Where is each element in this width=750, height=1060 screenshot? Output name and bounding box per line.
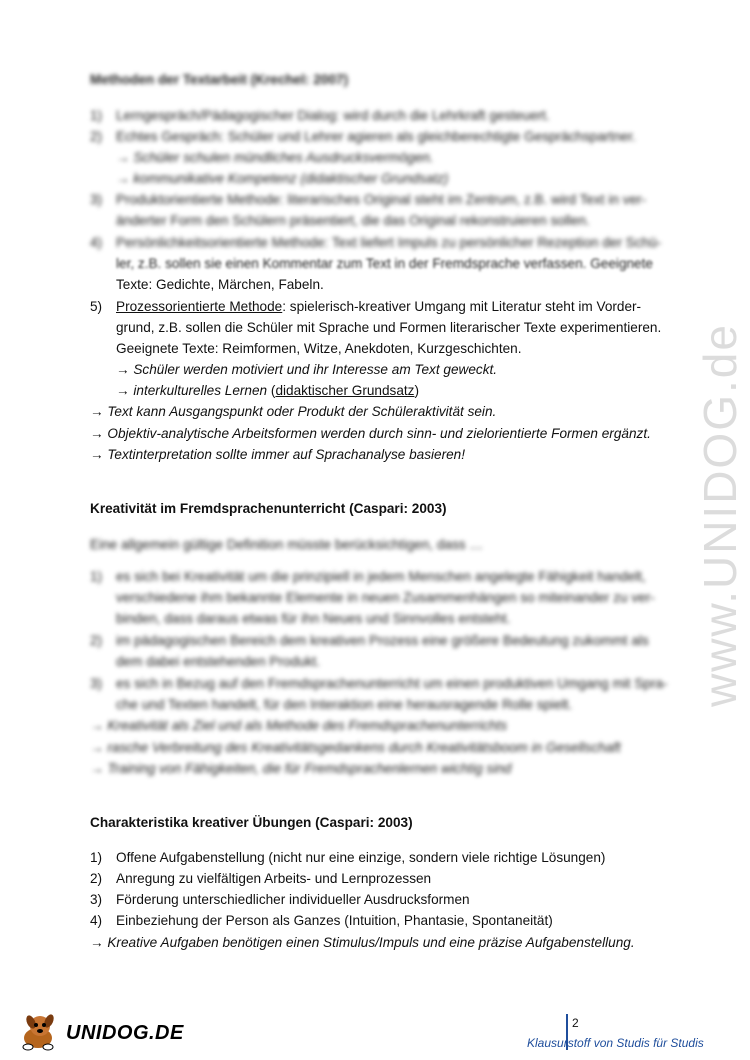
didaktischer-grundsatz-term: didaktischer Grundsatz	[275, 383, 415, 398]
list-item-text: änderter Form den Schülern präsentiert, die das Original rekonstruieren sollen.	[116, 213, 590, 228]
list-subitem-text: → kommunikative Kompetenz (didaktischer Grundsatz)	[116, 171, 449, 186]
list-item-text: es sich in Bezug auf den Fremdsprachenunterricht um einen produktiven Umgang mit Spra-	[116, 676, 668, 691]
list-item-number: 1)	[90, 850, 103, 865]
paren: (	[267, 383, 276, 398]
conclusion-line: → Text kann Ausgangspunkt oder Produkt der Schüleraktivität sein.	[90, 404, 497, 419]
list-item-text: Echtes Gespräch: Schüler und Lehrer agieren als gleichberechtigte Gesprächspartner.	[116, 129, 636, 144]
list-item-number: 2)	[90, 871, 103, 886]
list-item-text: dem dabei entstehenden Produkt.	[116, 654, 321, 669]
page-number: 2	[572, 1016, 579, 1030]
list-item-text: es sich bei Kreativität um die prinzipiell in jedem Menschen angelegte Fähigkeit handelt,	[116, 569, 646, 584]
list-subitem-text: → Schüler werden motiviert und ihr Interesse am Text geweckt.	[116, 362, 498, 377]
list-item-text: Lerngespräch/Pädagogischer Dialog: wird durch die Lehrkraft gesteuert.	[116, 108, 550, 123]
list-item-text: che und Texten handelt, für den Interaktion eine herausragende Rolle spielt.	[116, 697, 573, 712]
list-item-text: Förderung unterschiedlicher individueller Ausdrucksformen	[116, 892, 470, 907]
watermark	[690, 270, 750, 760]
conclusion-line: → Kreativität als Ziel und als Methode des Fremdsprachenunterrichts	[90, 718, 508, 733]
list-item-text: Offene Aufgabenstellung (nicht nur eine einzige, sondern viele richtige Lösungen)	[116, 850, 606, 865]
unidog-logo	[18, 1012, 184, 1052]
list-item-number: 3)	[90, 892, 103, 907]
footer-tagline: Klausurstoff von Studis für Studis	[527, 1036, 704, 1050]
paren: )	[414, 383, 419, 398]
list-subitem-text: → interkulturelles Lernen	[116, 383, 268, 398]
list-item-text: verschiedene ihm bekannte Elemente in neuen Zusammenhängen so miteinander zu ver-	[116, 590, 655, 605]
conclusion-line: → Objektiv-analytische Arbeitsformen werden durch sinn- und zielorientierte Formen ergänzt.	[90, 426, 651, 441]
list-subitem-text: → Schüler schulen mündliches Ausdrucksvermögen.	[116, 150, 434, 165]
list-item-text: grund, z.B. sollen die Schüler mit Sprache und Formen literarischer Texte experimentieren.	[116, 320, 662, 335]
list-item-text: Anregung zu vielfältigen Arbeits- und Lernprozessen	[116, 871, 432, 886]
conclusion-line: → Textinterpretation sollte immer auf Sprachanalyse basieren!	[90, 447, 466, 462]
list-item-text: Einbeziehung der Person als Ganzes (Intuition, Phantasie, Spontaneität)	[116, 913, 553, 928]
list-item-text: binden, dass daraus etwas für ihn Neues und Sinnvolles entsteht.	[116, 611, 511, 626]
section-heading-textarbeit: Methoden der Textarbeit (Krechel: 2007)	[90, 72, 349, 87]
list-item-text: Persönlichkeitsorientierte Methode: Text liefert Impuls zu persönlicher Rezeption der Schü-	[116, 235, 662, 250]
list-item-number: 5)	[90, 299, 103, 314]
conclusion-line: → Kreative Aufgaben benötigen einen Stimulus/Impuls und eine präzise Aufgabenstellung.	[90, 935, 635, 950]
list-item-number: 4)	[90, 913, 103, 928]
list-item-text: : spielerisch-kreativer Umgang mit Literatur steht im Vorder-	[282, 299, 642, 314]
logo-text: UNIDOG.DE	[66, 1022, 184, 1044]
conclusion-line: → Training von Fähigkeiten, die für Fremdsprachenlernen wichtig sind	[90, 761, 512, 776]
list-item-text: Texte: Gedichte, Märchen, Fabeln.	[116, 277, 324, 292]
list-item-text: im pädagogischen Bereich dem kreativen Prozess eine größere Bedeutung zukommt als	[116, 633, 649, 648]
watermark-text: www.UNIDOG.de	[694, 323, 746, 707]
section-heading-kreativitaet: Kreativität im Fremdsprachenunterricht (Caspari: 2003)	[90, 501, 447, 516]
list-item-text: ler, z.B. sollen sie einen Kommentar zum Text in der Fremdsprache verfassen. Geeignete	[116, 256, 653, 271]
list-item-text: Produktorientierte Methode: literarisches Original steht im Zentrum, z.B. wird Text in ver-	[116, 192, 647, 207]
dog-icon	[18, 1012, 70, 1052]
conclusion-line: → rasche Verbreitung des Kreativitätsgedankens durch Kreativitätsboom in Gesellschaft	[90, 740, 621, 755]
list-item-text: Geeignete Texte: Reimformen, Witze, Anekdoten, Kurzgeschichten.	[116, 341, 522, 356]
section-intro: Eine allgemein gültige Definition müsste berücksichtigen, dass …	[90, 537, 483, 552]
method-term: Prozessorientierte Methode	[116, 299, 283, 314]
section-heading-charakteristika: Charakteristika kreativer Übungen (Caspari: 2003)	[90, 815, 413, 830]
